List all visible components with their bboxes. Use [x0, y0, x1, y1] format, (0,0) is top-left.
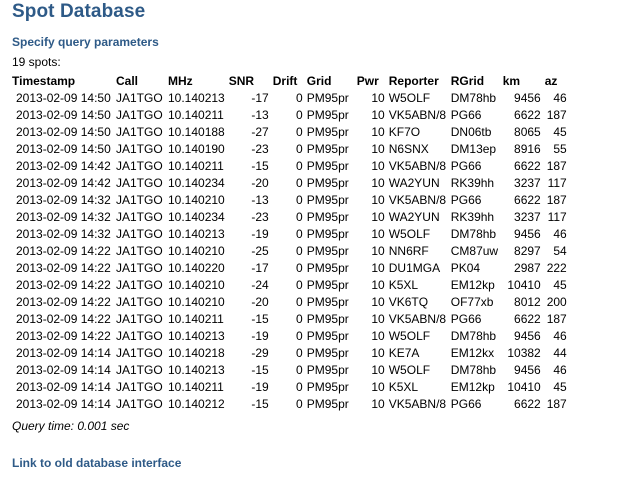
cell-km: 8916	[514, 142, 541, 156]
cell-drift: 0	[296, 312, 303, 326]
cell-mhz: 10.140210	[168, 295, 225, 309]
table-row	[12, 379, 571, 396]
cell-km: 8297	[514, 244, 541, 258]
cell-az: 187	[546, 193, 567, 207]
cell-pwr: 10	[371, 193, 385, 207]
query-time: Query time: 0.001 sec	[12, 419, 130, 433]
cell-snr: -19	[251, 227, 269, 241]
cell-grid: PM95pr	[306, 312, 349, 326]
cell-timestamp: 2013-02-09 14:22	[16, 295, 111, 309]
cell-grid: PM95pr	[306, 142, 349, 156]
table-row	[12, 158, 571, 175]
cell-az: 46	[553, 363, 567, 377]
header-mhz: MHz	[168, 74, 193, 88]
cell-rgrid: PG66	[450, 193, 482, 207]
cell-rgrid: PG66	[450, 108, 482, 122]
cell-pwr: 10	[371, 142, 385, 156]
table-row	[12, 277, 571, 294]
cell-km: 6622	[514, 312, 541, 326]
cell-timestamp: 2013-02-09 14:22	[16, 329, 111, 343]
cell-snr: -23	[251, 142, 269, 156]
cell-reporter: W5OLF	[388, 329, 431, 343]
cell-pwr: 10	[371, 210, 385, 224]
cell-rgrid: EM12kp	[450, 380, 495, 394]
cell-rgrid: PG66	[450, 159, 482, 173]
cell-timestamp: 2013-02-09 14:50	[16, 125, 111, 139]
cell-drift: 0	[296, 295, 303, 309]
cell-snr: -20	[251, 295, 269, 309]
cell-rgrid: CM87uw	[450, 244, 499, 258]
cell-snr: -23	[251, 210, 269, 224]
cell-timestamp: 2013-02-09 14:22	[16, 244, 111, 258]
cell-call: JA1TGO	[116, 329, 163, 343]
cell-grid: PM95pr	[306, 397, 349, 411]
cell-grid: PM95pr	[306, 295, 349, 309]
cell-pwr: 10	[371, 176, 385, 190]
cell-az: 55	[553, 142, 567, 156]
cell-pwr: 10	[371, 329, 385, 343]
cell-km: 8012	[514, 295, 541, 309]
cell-az: 187	[546, 312, 567, 326]
cell-rgrid: EM12kx	[450, 346, 495, 360]
cell-drift: 0	[296, 142, 303, 156]
cell-timestamp: 2013-02-09 14:22	[16, 278, 111, 292]
cell-snr: -15	[251, 397, 269, 411]
cell-drift: 0	[296, 176, 303, 190]
cell-reporter: VK5ABN/8	[388, 108, 447, 122]
table-row	[12, 396, 571, 413]
cell-pwr: 10	[371, 91, 385, 105]
table-row	[12, 226, 571, 243]
cell-az: 200	[546, 295, 567, 309]
cell-reporter: VK5ABN/8	[388, 193, 447, 207]
cell-grid: PM95pr	[306, 346, 349, 360]
cell-call: JA1TGO	[116, 176, 163, 190]
table-row	[12, 90, 571, 107]
header-timestamp: Timestamp	[12, 74, 76, 88]
cell-rgrid: OF77xb	[450, 295, 494, 309]
table-row	[12, 243, 571, 260]
table-body	[12, 90, 571, 413]
cell-reporter: K5XL	[388, 380, 419, 394]
cell-mhz: 10.140188	[168, 125, 225, 139]
cell-rgrid: EM12kp	[450, 278, 495, 292]
cell-reporter: N6SNX	[388, 142, 429, 156]
cell-call: JA1TGO	[116, 91, 163, 105]
cell-call: JA1TGO	[116, 159, 163, 173]
header-grid: Grid	[306, 74, 332, 88]
cell-drift: 0	[296, 380, 303, 394]
header-az: az	[544, 74, 558, 88]
cell-snr: -17	[251, 91, 269, 105]
cell-rgrid: DM13ep	[450, 142, 497, 156]
cell-call: JA1TGO	[116, 227, 163, 241]
cell-km: 3237	[514, 210, 541, 224]
cell-call: JA1TGO	[116, 193, 163, 207]
cell-grid: PM95pr	[306, 91, 349, 105]
cell-drift: 0	[296, 91, 303, 105]
table-row	[12, 175, 571, 192]
cell-mhz: 10.140211	[168, 312, 224, 326]
table-row	[12, 141, 571, 158]
cell-pwr: 10	[371, 346, 385, 360]
cell-km: 8065	[514, 125, 541, 139]
cell-snr: -19	[251, 329, 269, 343]
cell-az: 44	[553, 346, 567, 360]
cell-timestamp: 2013-02-09 14:32	[16, 193, 111, 207]
cell-timestamp: 2013-02-09 14:14	[16, 346, 111, 360]
cell-mhz: 10.140211	[168, 108, 224, 122]
cell-grid: PM95pr	[306, 227, 349, 241]
cell-rgrid: PK04	[450, 261, 481, 275]
cell-mhz: 10.140211	[168, 159, 224, 173]
cell-rgrid: DN06tb	[450, 125, 492, 139]
table-row	[12, 209, 571, 226]
cell-drift: 0	[296, 363, 303, 377]
cell-call: JA1TGO	[116, 108, 163, 122]
cell-rgrid: DM78hb	[450, 91, 497, 105]
cell-mhz: 10.140213	[168, 329, 225, 343]
cell-pwr: 10	[371, 261, 385, 275]
cell-drift: 0	[296, 261, 303, 275]
cell-call: JA1TGO	[116, 278, 163, 292]
cell-mhz: 10.140218	[168, 346, 225, 360]
cell-timestamp: 2013-02-09 14:50	[16, 142, 111, 156]
cell-km: 2987	[514, 261, 541, 275]
cell-timestamp: 2013-02-09 14:32	[16, 210, 111, 224]
cell-km: 10410	[507, 380, 541, 394]
cell-snr: -13	[251, 108, 269, 122]
cell-call: JA1TGO	[116, 125, 163, 139]
cell-timestamp: 2013-02-09 14:42	[16, 176, 111, 190]
cell-grid: PM95pr	[306, 193, 349, 207]
table-row	[12, 260, 571, 277]
cell-rgrid: PG66	[450, 312, 482, 326]
cell-grid: PM95pr	[306, 210, 349, 224]
cell-km: 9456	[514, 91, 541, 105]
header-pwr: Pwr	[356, 74, 379, 88]
cell-az: 45	[553, 380, 567, 394]
cell-grid: PM95pr	[306, 125, 349, 139]
cell-mhz: 10.140210	[168, 244, 225, 258]
cell-reporter: W5OLF	[388, 227, 431, 241]
cell-call: JA1TGO	[116, 295, 163, 309]
cell-reporter: VK6TQ	[388, 295, 429, 309]
cell-drift: 0	[296, 159, 303, 173]
cell-snr: -15	[251, 159, 269, 173]
cell-call: JA1TGO	[116, 363, 163, 377]
header-reporter: Reporter	[388, 74, 439, 88]
cell-km: 6622	[514, 159, 541, 173]
cell-rgrid: RK39hh	[450, 210, 495, 224]
old-interface-link[interactable]: Link to old database interface	[12, 456, 182, 470]
cell-call: JA1TGO	[116, 261, 163, 275]
cell-mhz: 10.140220	[168, 261, 225, 275]
table-row	[12, 294, 571, 311]
cell-rgrid: PG66	[450, 397, 482, 411]
cell-mhz: 10.140234	[168, 176, 225, 190]
header-km: km	[502, 74, 521, 88]
cell-drift: 0	[296, 125, 303, 139]
cell-az: 46	[553, 91, 567, 105]
cell-reporter: VK5ABN/8	[388, 312, 447, 326]
cell-rgrid: DM78hb	[450, 227, 497, 241]
cell-km: 9456	[514, 227, 541, 241]
cell-km: 6622	[514, 193, 541, 207]
cell-drift: 0	[296, 244, 303, 258]
cell-timestamp: 2013-02-09 14:14	[16, 380, 111, 394]
cell-timestamp: 2013-02-09 14:14	[16, 397, 111, 411]
cell-reporter: KF7O	[388, 125, 421, 139]
cell-call: JA1TGO	[116, 397, 163, 411]
cell-call: JA1TGO	[116, 210, 163, 224]
header-call: Call	[116, 74, 139, 88]
cell-km: 9456	[514, 363, 541, 377]
cell-reporter: DU1MGA	[388, 261, 441, 275]
cell-rgrid: DM78hb	[450, 329, 497, 343]
cell-km: 10410	[507, 278, 541, 292]
spots-table	[12, 73, 571, 413]
cell-reporter: W5OLF	[388, 363, 431, 377]
cell-km: 6622	[514, 108, 541, 122]
cell-snr: -17	[251, 261, 269, 275]
cell-timestamp: 2013-02-09 14:22	[16, 261, 111, 275]
table-row	[12, 362, 571, 379]
cell-pwr: 10	[371, 278, 385, 292]
spot-count: 19 spots:	[12, 55, 61, 69]
cell-timestamp: 2013-02-09 14:42	[16, 159, 111, 173]
table-row	[12, 124, 571, 141]
cell-pwr: 10	[371, 244, 385, 258]
table-row	[12, 192, 571, 209]
cell-mhz: 10.140190	[168, 142, 225, 156]
cell-drift: 0	[296, 227, 303, 241]
header-rgrid: RGrid	[450, 74, 485, 88]
cell-drift: 0	[296, 346, 303, 360]
cell-drift: 0	[296, 397, 303, 411]
cell-grid: PM95pr	[306, 261, 349, 275]
cell-rgrid: DM78hb	[450, 363, 497, 377]
cell-drift: 0	[296, 193, 303, 207]
cell-rgrid: RK39hh	[450, 176, 495, 190]
cell-pwr: 10	[371, 397, 385, 411]
cell-drift: 0	[296, 210, 303, 224]
cell-call: JA1TGO	[116, 380, 163, 394]
cell-mhz: 10.140211	[168, 380, 224, 394]
cell-drift: 0	[296, 278, 303, 292]
cell-timestamp: 2013-02-09 14:22	[16, 312, 111, 326]
cell-pwr: 10	[371, 312, 385, 326]
cell-snr: -20	[251, 176, 269, 190]
cell-az: 54	[553, 244, 567, 258]
cell-az: 117	[547, 210, 567, 224]
cell-call: JA1TGO	[116, 346, 163, 360]
cell-snr: -24	[251, 278, 269, 292]
cell-pwr: 10	[371, 380, 385, 394]
page-title: Spot Database	[12, 1, 146, 22]
cell-reporter: WA2YUN	[388, 176, 440, 190]
cell-timestamp: 2013-02-09 14:50	[16, 108, 111, 122]
cell-mhz: 10.140213	[168, 91, 225, 105]
table-row	[12, 107, 571, 124]
cell-az: 45	[553, 125, 567, 139]
cell-az: 187	[546, 159, 567, 173]
cell-call: JA1TGO	[116, 142, 163, 156]
cell-km: 10382	[507, 346, 541, 360]
cell-drift: 0	[296, 329, 303, 343]
cell-km: 9456	[514, 329, 541, 343]
cell-snr: -19	[251, 380, 269, 394]
cell-grid: PM95pr	[306, 363, 349, 377]
cell-grid: PM95pr	[306, 278, 349, 292]
cell-call: JA1TGO	[116, 312, 163, 326]
cell-pwr: 10	[371, 227, 385, 241]
cell-az: 187	[546, 108, 567, 122]
cell-reporter: WA2YUN	[388, 210, 440, 224]
cell-grid: PM95pr	[306, 108, 349, 122]
cell-pwr: 10	[371, 108, 385, 122]
cell-snr: -15	[251, 312, 269, 326]
cell-mhz: 10.140234	[168, 210, 225, 224]
table-row	[12, 345, 571, 362]
cell-snr: -25	[251, 244, 269, 258]
cell-az: 46	[553, 227, 567, 241]
cell-grid: PM95pr	[306, 329, 349, 343]
cell-timestamp: 2013-02-09 14:50	[16, 91, 111, 105]
cell-az: 45	[553, 278, 567, 292]
cell-pwr: 10	[371, 295, 385, 309]
cell-drift: 0	[296, 108, 303, 122]
cell-pwr: 10	[371, 159, 385, 173]
specify-query-link[interactable]: Specify query parameters	[12, 35, 159, 49]
cell-mhz: 10.140210	[168, 278, 225, 292]
cell-reporter: VK5ABN/8	[388, 159, 447, 173]
header-snr: SNR	[228, 74, 255, 88]
cell-az: 187	[546, 397, 567, 411]
cell-az: 222	[546, 261, 567, 275]
cell-grid: PM95pr	[306, 380, 349, 394]
cell-snr: -27	[251, 125, 269, 139]
cell-grid: PM95pr	[306, 176, 349, 190]
cell-pwr: 10	[371, 363, 385, 377]
table-header-row	[12, 73, 571, 90]
cell-reporter: KE7A	[388, 346, 420, 360]
cell-mhz: 10.140213	[168, 363, 225, 377]
cell-az: 117	[547, 176, 567, 190]
cell-snr: -13	[251, 193, 269, 207]
cell-km: 3237	[514, 176, 541, 190]
cell-reporter: W5OLF	[388, 91, 431, 105]
cell-pwr: 10	[371, 125, 385, 139]
cell-timestamp: 2013-02-09 14:32	[16, 227, 111, 241]
cell-snr: -29	[251, 346, 269, 360]
cell-grid: PM95pr	[306, 159, 349, 173]
cell-call: JA1TGO	[116, 244, 163, 258]
cell-mhz: 10.140210	[168, 193, 225, 207]
cell-reporter: K5XL	[388, 278, 419, 292]
cell-az: 46	[553, 329, 567, 343]
header-drift: Drift	[272, 74, 298, 88]
cell-timestamp: 2013-02-09 14:14	[16, 363, 111, 377]
cell-reporter: VK5ABN/8	[388, 397, 447, 411]
cell-grid: PM95pr	[306, 244, 349, 258]
cell-mhz: 10.140212	[168, 397, 225, 411]
cell-snr: -15	[251, 363, 269, 377]
cell-reporter: NN6RF	[388, 244, 429, 258]
cell-mhz: 10.140213	[168, 227, 225, 241]
table-row	[12, 311, 571, 328]
table-row	[12, 328, 571, 345]
cell-km: 6622	[514, 397, 541, 411]
